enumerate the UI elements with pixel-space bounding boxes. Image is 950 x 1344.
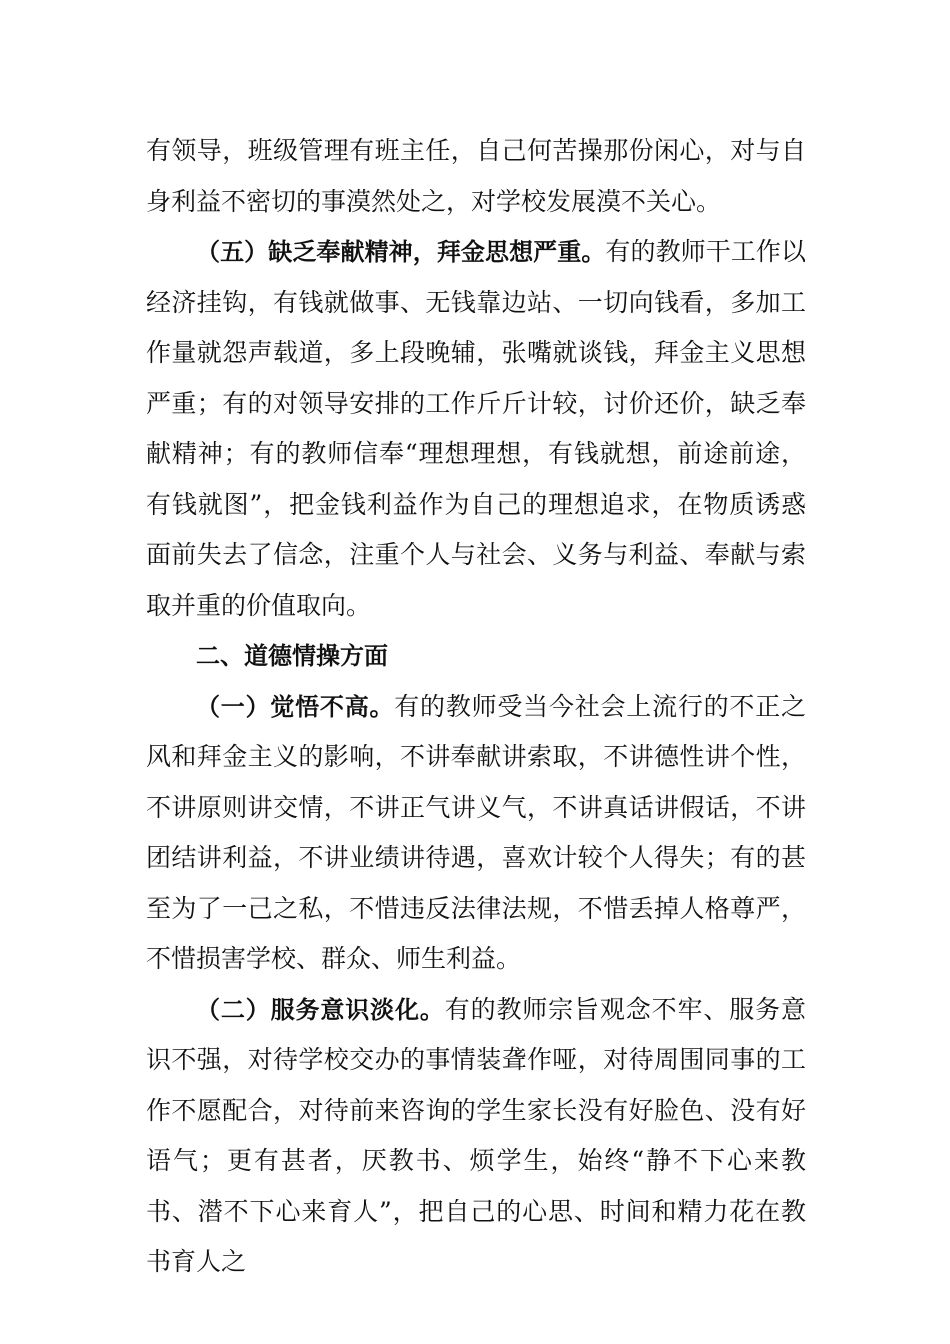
paragraph-item-1 [146,682,806,985]
paragraph-continuation [146,126,806,227]
paragraph-text: 有领导，班级管理有班主任，自己何苦操那份闲心，对与自身利益不密切的事漠然处之，对学校发展漠不关心。 [146,136,806,216]
paragraph-text: 有的教师宗旨观念不牢、服务意识不强，对待学校交办的事情装聋作哑，对待周围同事的工作不愿配合，对待前来咨询的学生家长没有好脸色、没有好语气；更有甚者，厌教书、烦学生，始终“静不下心来教书、潜不下心来育人”，把自己的心思、时间和精力花在教书育人之 [146,994,806,1276]
paragraph-item-2 [146,985,806,1288]
paragraph-item-5 [146,227,806,631]
paragraph-lead: （一）觉悟不高。 [196,692,395,721]
paragraph-text: 有的教师受当今社会上流行的不正之风和拜金主义的影响，不讲奉献讲索取，不讲德性讲个性，不讲原则讲交情，不讲正气讲义气，不讲真话讲假话，不讲团结讲利益，不讲业绩讲待遇，喜欢计较个人得失；有的甚至为了一己之私，不惜违反法律法规，不惜丢掉人格尊严，不惜损害学校、群众、师生利益。 [146,691,806,973]
document-body [146,126,806,1288]
paragraph-lead: （五）缺乏奉献精神，拜金思想严重。 [196,238,606,266]
paragraph-lead: （二）服务意识淡化。 [196,995,445,1024]
section-heading: 二、道德情操方面 [196,642,388,670]
paragraph-text: 有的教师干工作以经济挂钩，有钱就做事、无钱靠边站、一切向钱看，多加工作量就怨声载道，多上段晚辅，张嘴就谈钱，拜金主义思想严重；有的对领导安排的工作斤斤计较，讨价还价，缺乏奉献精神；有的教师信奉“理想理想，有钱就想，前途前途，有钱就图”，把金钱利益作为自己的理想追求，在物质诱惑面前失去了信念，注重个人与社会、义务与利益、奉献与索取并重的价值取向。 [146,237,806,620]
